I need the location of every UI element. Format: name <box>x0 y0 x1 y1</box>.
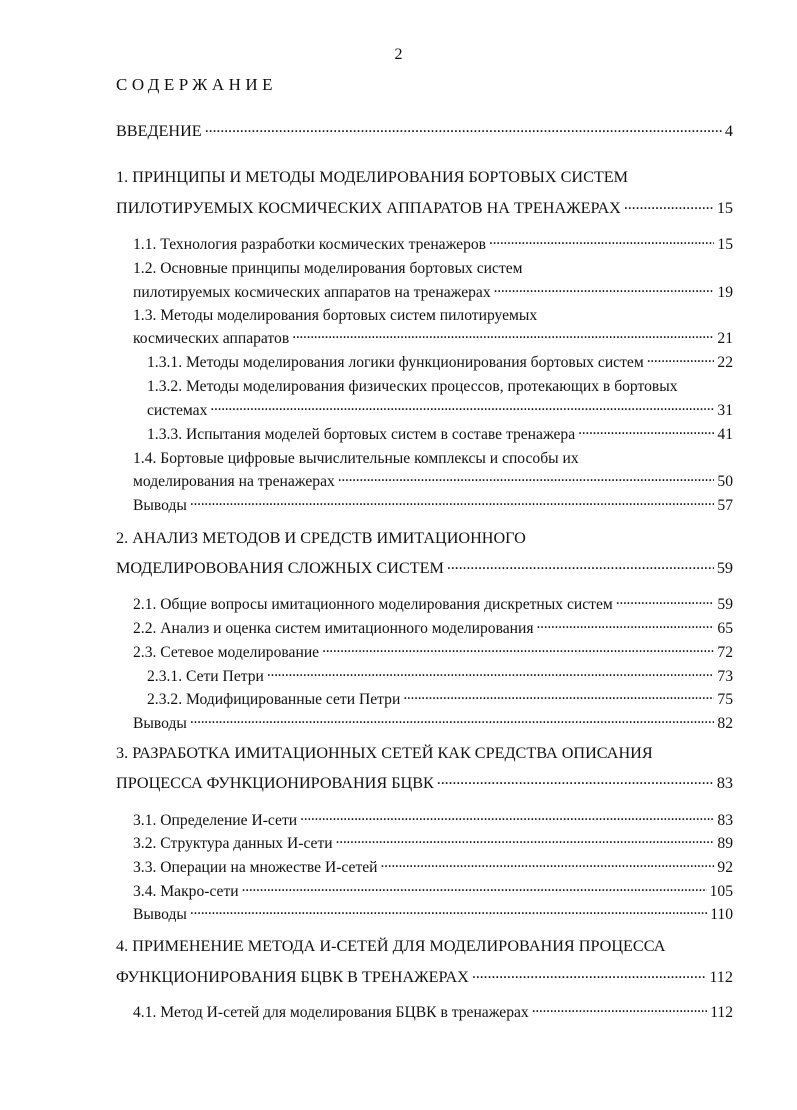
entry-text: системах <box>147 402 208 419</box>
toc-entry-2-1[interactable] <box>133 594 733 616</box>
entry-page: 59 <box>717 596 733 613</box>
entry-page: 22 <box>717 354 733 371</box>
chapter-3-title-line1: 3. РАЗРАБОТКА ИМИТАЦИОННЫХ СЕТЕЙ КАК СРЕДСТВА ОПИСАНИЯ <box>116 744 653 762</box>
dot-leader <box>537 619 715 633</box>
dot-leader <box>190 714 715 728</box>
toc-entry-1-3-2-line1: 1.3.2. Методы моделирования физических процессов, протекающих в бортовых <box>147 378 678 395</box>
toc-entry-3-2[interactable] <box>133 833 733 855</box>
entry-text: Выводы <box>133 497 187 514</box>
toc-entry-1-4-line1: 1.4. Бортовые цифровые вычислительные комплексы и способы их <box>133 450 579 467</box>
entry-text: 2.2. Анализ и оценка систем имитационного моделирования <box>133 620 534 637</box>
dot-leader <box>532 1003 707 1017</box>
dot-leader <box>267 667 715 681</box>
toc-entry-1-3-2[interactable] <box>147 400 733 422</box>
toc-entry-1-1[interactable] <box>133 234 733 256</box>
entry-page: 110 <box>710 906 733 923</box>
dot-leader <box>578 425 714 439</box>
toc-entry-1-2-line1: 1.2. Основные принципы моделирования бортовых систем <box>133 260 523 277</box>
dot-leader <box>447 559 714 573</box>
entry-text: Выводы <box>133 906 187 923</box>
toc-entry-1-3-line1: 1.3. Методы моделирования бортовых систем пилотируемых <box>133 307 538 324</box>
entry-page: 65 <box>717 620 733 637</box>
dot-leader <box>647 353 715 367</box>
toc-entry-2-3-1[interactable] <box>147 666 733 688</box>
dot-leader <box>210 401 714 415</box>
toc-entry-chapter-1[interactable] <box>116 197 733 219</box>
entry-text: 2.3.1. Сети Петри <box>147 668 264 685</box>
dot-leader <box>338 472 715 486</box>
entry-page: 59 <box>716 559 733 577</box>
toc-entry-1-4[interactable] <box>133 471 733 493</box>
dot-leader <box>624 199 714 213</box>
entry-page: 73 <box>717 668 733 685</box>
toc-entry-1-3[interactable] <box>133 328 733 350</box>
dot-leader <box>616 595 715 609</box>
entry-text: 1.1. Технология разработки космических тренажеров <box>133 236 487 253</box>
entry-page: 89 <box>717 835 733 852</box>
entry-page: 75 <box>717 691 733 708</box>
entry-text: 3.4. Макро-сети <box>133 883 239 900</box>
entry-text: МОДЕЛИРОВОВАНИЯ СЛОЖНЫХ СИСТЕМ <box>116 559 444 577</box>
entry-text: 1.3.1. Методы моделирования логики функционирования бортовых систем <box>147 354 644 371</box>
toc-entry-chapter-3[interactable] <box>116 772 733 794</box>
entry-text: 3.1. Определение И-сети <box>133 812 298 829</box>
toc-entry-3-conclusions[interactable] <box>133 904 733 926</box>
toc-entry-chapter-2[interactable] <box>116 557 733 579</box>
entry-page: 92 <box>717 859 733 876</box>
entry-page: 72 <box>717 644 733 661</box>
entry-text: 4.1. Метод И-сетей для моделирования БЦВК в тренажерах <box>133 1004 529 1021</box>
entry-text: 3.2. Структура данных И-сети <box>133 835 333 852</box>
toc-entry-4-1[interactable] <box>133 1002 733 1024</box>
entry-page: 15 <box>716 199 733 217</box>
entry-page: 82 <box>717 715 733 732</box>
dot-leader <box>300 811 714 825</box>
dot-leader <box>381 858 715 872</box>
entry-page: 112 <box>710 1004 733 1021</box>
entry-text: моделирования на тренажерах <box>133 473 335 490</box>
toc-entry-2-3-2[interactable] <box>147 689 733 711</box>
toc-entry-3-3[interactable] <box>133 857 733 879</box>
dot-leader <box>489 235 714 249</box>
toc-entry-1-3-3[interactable] <box>147 424 733 446</box>
toc-entry-2-conclusions[interactable] <box>133 713 733 735</box>
entry-text: 3.3. Операции на множестве И-сетей <box>133 859 378 876</box>
entry-text: 2.3. Сетевое моделирование <box>133 644 320 661</box>
dot-leader <box>190 905 707 919</box>
dot-leader <box>336 834 715 848</box>
dot-leader <box>403 690 714 704</box>
toc-entry-3-4[interactable] <box>133 881 733 903</box>
dot-leader <box>292 329 714 343</box>
entry-text: пилотируемых космических аппаратов на тренажерах <box>133 284 491 301</box>
dot-leader <box>472 968 706 982</box>
entry-text: ПРОЦЕССА ФУНКЦИОНИРОВАНИЯ БЦВК <box>116 774 434 792</box>
dot-leader <box>494 283 715 297</box>
entry-text: Выводы <box>133 715 187 732</box>
dot-leader <box>190 496 715 510</box>
toc-entry-2-3[interactable] <box>133 642 733 664</box>
toc-title: СОДЕРЖАНИЕ <box>116 75 278 94</box>
entry-page: 41 <box>717 426 733 443</box>
entry-text: ПИЛОТИРУЕМЫХ КОСМИЧЕСКИХ АППАРАТОВ НА ТРЕНАЖЕРАХ <box>116 199 621 217</box>
toc-entry-chapter-4[interactable] <box>116 966 733 988</box>
toc-entry-3-1[interactable] <box>133 810 733 832</box>
entry-text: ФУНКЦИОНИРОВАНИЯ БЦВК В ТРЕНАЖЕРАХ <box>116 968 469 986</box>
entry-page: 105 <box>709 883 733 900</box>
entry-text: 2.3.2. Модифицированные сети Петри <box>147 691 401 708</box>
toc-entry-1-conclusions[interactable] <box>133 495 733 517</box>
entry-page: 112 <box>709 968 733 986</box>
dot-leader <box>242 882 707 896</box>
entry-text: 2.1. Общие вопросы имитационного моделирования дискретных систем <box>133 596 613 613</box>
page-number: 2 <box>394 46 403 63</box>
entry-page: 19 <box>717 284 733 301</box>
entry-page: 83 <box>717 812 733 829</box>
toc-entry-1-3-1[interactable] <box>147 352 733 374</box>
entry-page: 4 <box>724 122 733 140</box>
chapter-4-title-line1: 4. ПРИМЕНЕНИЕ МЕТОДА И-СЕТЕЙ ДЛЯ МОДЕЛИРОВАНИЯ ПРОЦЕССА <box>116 937 666 955</box>
entry-page: 57 <box>717 497 733 514</box>
toc-entry-intro[interactable] <box>116 120 733 142</box>
chapter-2-title-line1: 2. АНАЛИЗ МЕТОДОВ И СРЕДСТВ ИМИТАЦИОННОГО <box>116 529 526 547</box>
entry-page: 21 <box>717 330 733 347</box>
entry-page: 83 <box>716 774 733 792</box>
dot-leader <box>322 643 714 657</box>
toc-entry-2-2[interactable] <box>133 618 733 640</box>
toc-entry-1-2[interactable] <box>133 282 733 304</box>
entry-page: 15 <box>717 236 733 253</box>
chapter-1-title-line1: 1. ПРИНЦИПЫ И МЕТОДЫ МОДЕЛИРОВАНИЯ БОРТОВЫХ СИСТЕМ <box>116 168 629 186</box>
entry-text: космических аппаратов <box>133 330 290 347</box>
entry-page: 50 <box>717 473 733 490</box>
entry-page: 31 <box>717 402 733 419</box>
dot-leader <box>437 774 714 788</box>
dot-leader <box>205 122 722 136</box>
entry-text: 1.3.3. Испытания моделей бортовых систем в составе тренажера <box>147 426 576 443</box>
entry-text: ВВЕДЕНИЕ <box>116 122 202 140</box>
